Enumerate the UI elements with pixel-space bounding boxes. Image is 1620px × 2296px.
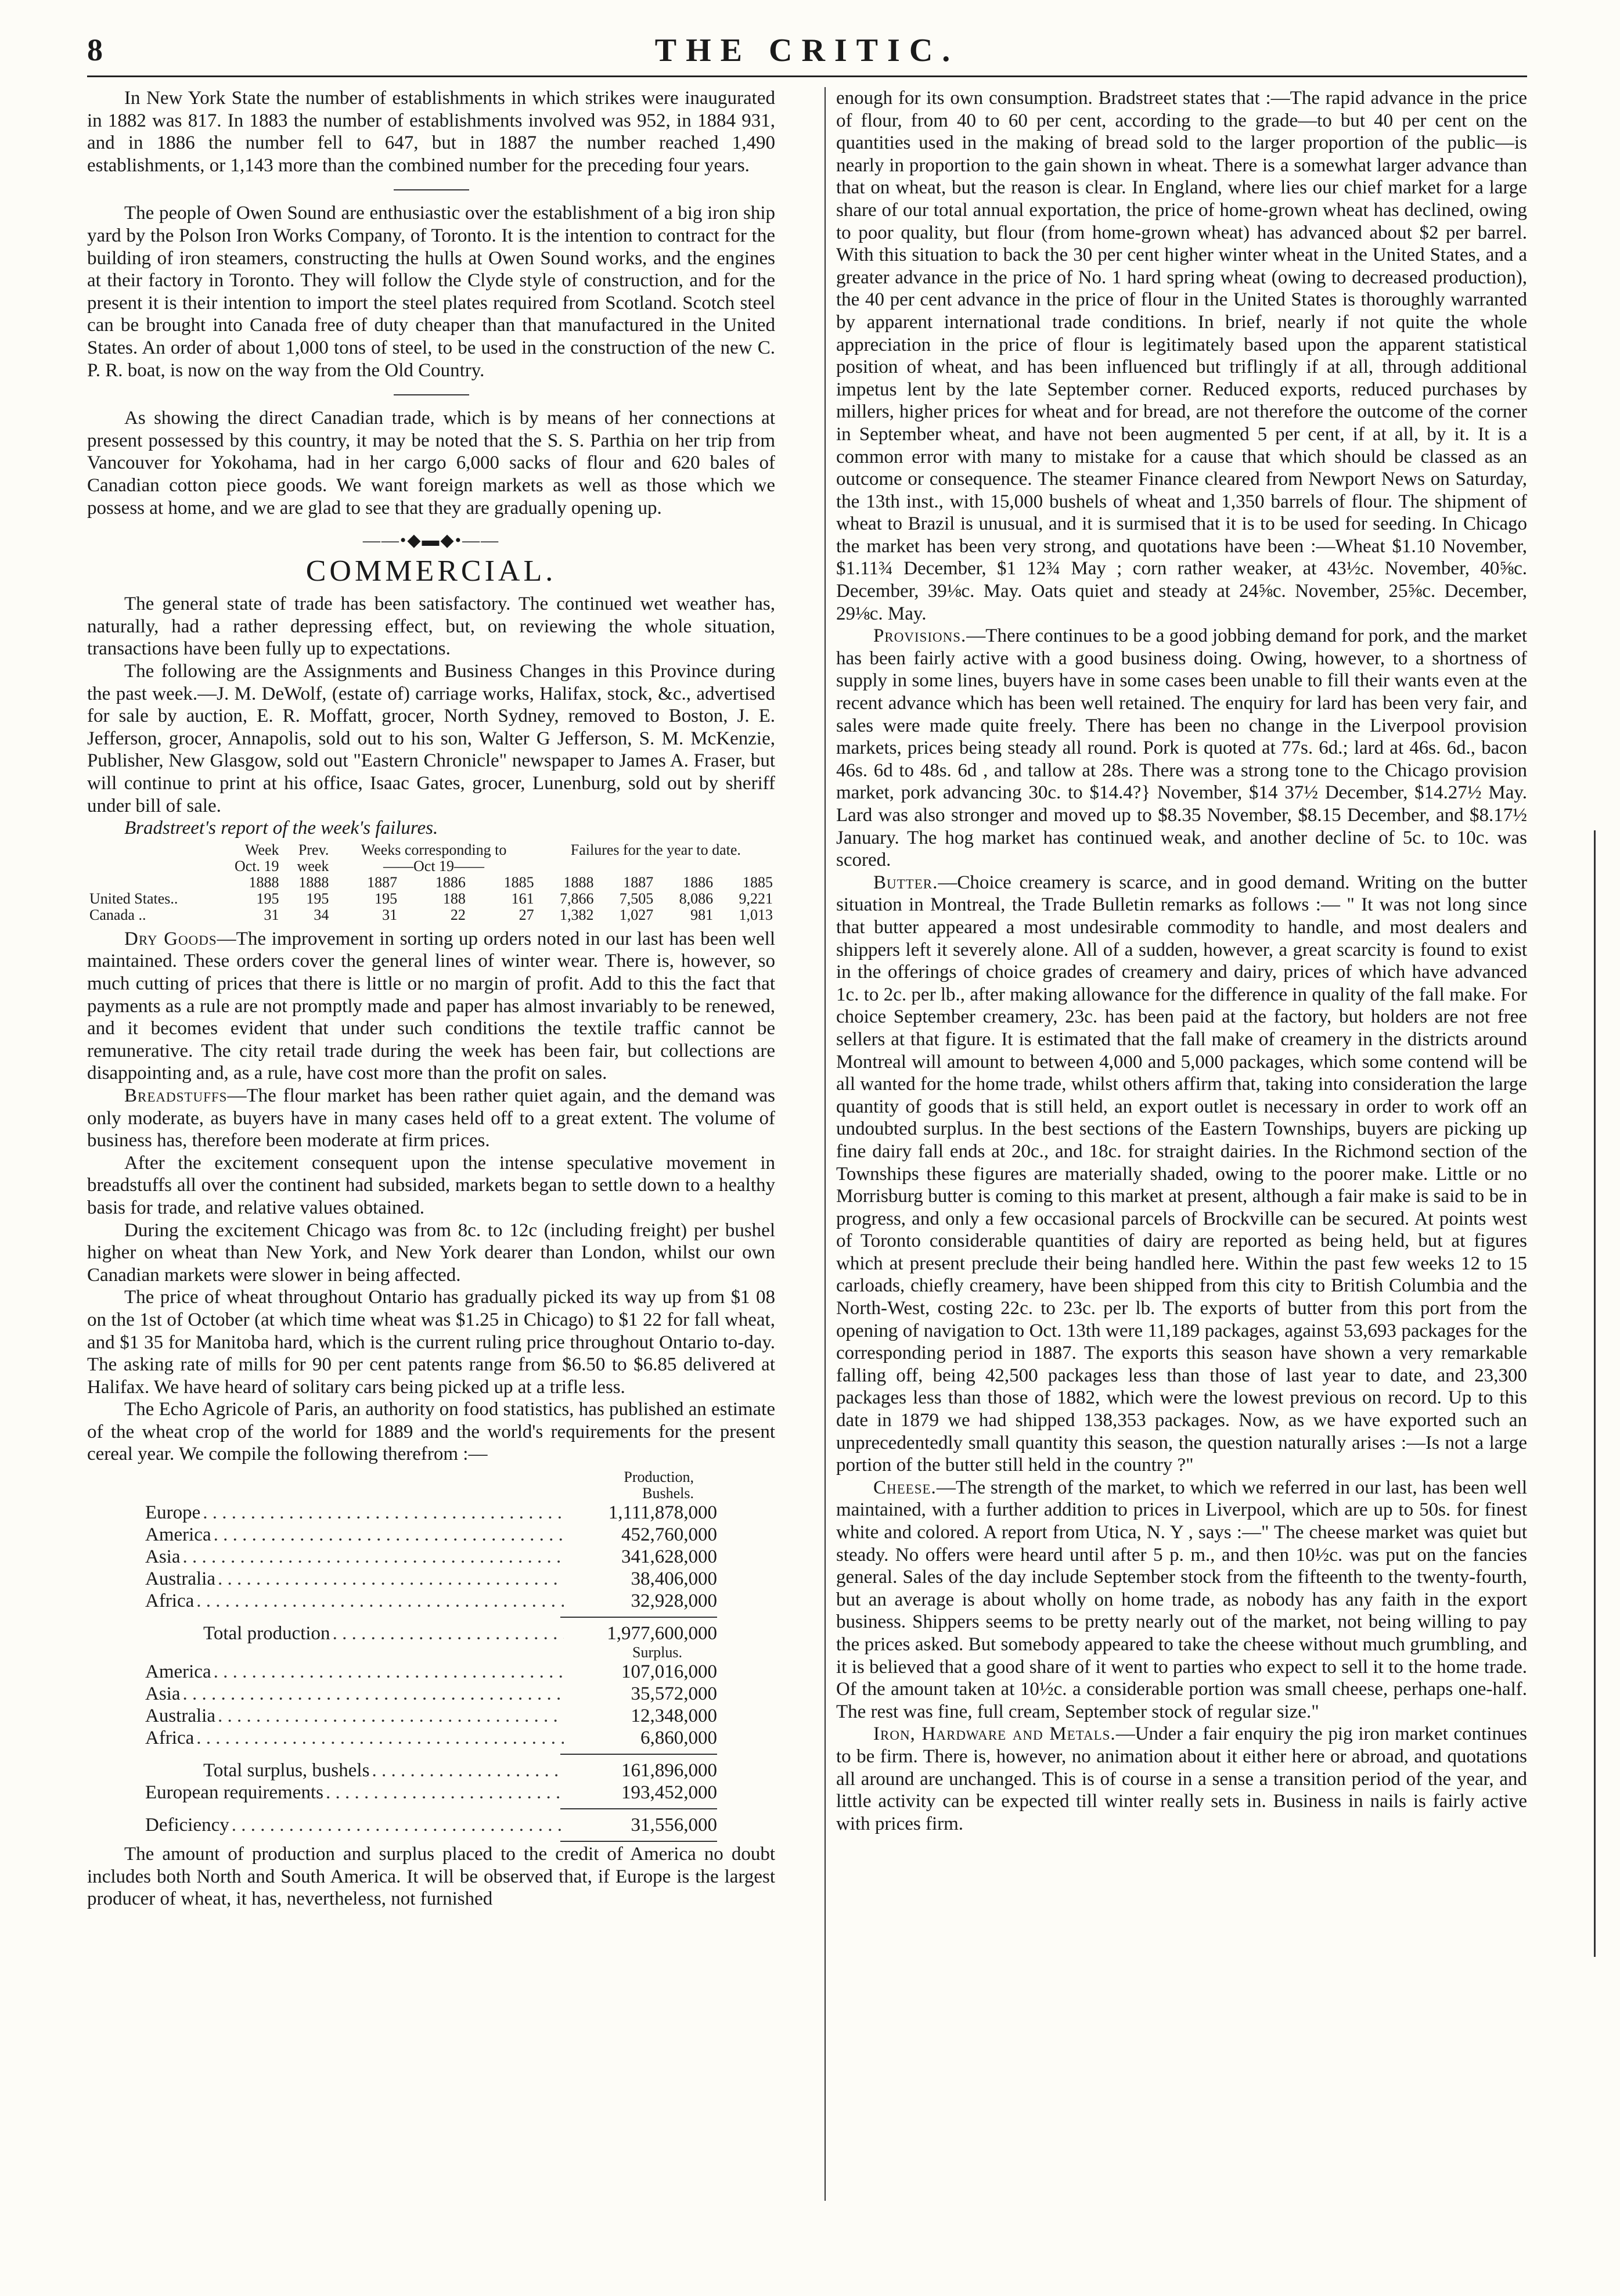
total-surplus-row: Total surplus, bushels . . . 161,896,000 — [145, 1759, 717, 1782]
table-years-row — [87, 875, 775, 891]
commercial-assignments: The following are the Assignments and Business Changes in this Province during the past week.—J. M. DeWolf, (estate of) carriage works, Halifax, stock, &c., advertised for sale by auction, E. R. Moffatt, grocer, North Sydney, removed to Boston, J. E. Jefferson, grocer, Annapolis, sold out to his son, Walter G Jefferson, S. M. McKenzie, Publisher, New Glasgow, sold out "Eastern Chronicle" newspaper to James A. Fraser, but will continue to print at his office, Isaac Gates, grocer, Lunenburg, sold out by sheriff under bill of sale. — [87, 661, 775, 816]
deficiency-row: Deficiency . . . 31,556,000 — [145, 1814, 717, 1836]
table-cell: 22 — [450, 906, 466, 923]
table-cell: 34 — [314, 906, 329, 923]
dry-goods-paragraph — [87, 928, 775, 1085]
stat-row: Australia . . . 12,348,000 — [145, 1705, 717, 1727]
butter-paragraph — [836, 872, 1527, 1477]
table-cell: 1885 — [743, 873, 773, 891]
left-column — [87, 87, 775, 1910]
table-header-cell: ——Oct 19—— — [383, 857, 485, 875]
table-cell: 9,221 — [739, 890, 773, 907]
short-divider — [394, 189, 469, 190]
table-cell — [87, 875, 214, 891]
table-header-row — [87, 858, 775, 875]
table-cell: 7,505 — [619, 890, 654, 907]
table-cell: 1,013 — [739, 906, 773, 923]
table-cell: 195 — [256, 890, 279, 907]
provisions-paragraph — [836, 625, 1527, 872]
table-cell: Canada .. — [89, 906, 146, 923]
table-cell: 1,027 — [619, 906, 654, 923]
article-strikes: In New York State the number of establishments in which strikes were inaugurated in 1882 was 817. In 1883 the number of establishments involved was 952, in 1884 931, and in 1886 the number fell to 647, but in 1887 the number reached 1,490 establishments, or 1,143 more than the combined number for the preceding four years. — [87, 88, 775, 176]
table-cell: 7,866 — [559, 890, 594, 907]
sum-rule — [560, 1617, 717, 1618]
table-cell: 195 — [375, 890, 398, 907]
table-cell: 27 — [519, 906, 534, 923]
page-header — [87, 32, 1527, 67]
table-cell: 31 — [382, 906, 398, 923]
breadstuffs-text: —The flour market has been rather quiet again, and the demand was only moderate, as buyers have in many cases held off to a great extent. The volume of business has, therefore been moderate at firm prices. — [87, 1085, 775, 1151]
stat-row: Europe . . . 1,111,878,000 — [145, 1502, 717, 1524]
table-cell: 1888 — [249, 873, 279, 891]
page-number: 8 — [87, 33, 103, 67]
stat-row: Asia . . . 35,572,000 — [145, 1683, 717, 1705]
iron-lead: Iron, Hardware and Metals. — [873, 1723, 1116, 1745]
stat-row: Asia . . . 341,628,000 — [145, 1546, 717, 1568]
table-cell: 1,382 — [559, 906, 594, 923]
table-cell: 188 — [442, 890, 466, 907]
continuation-paragraph: enough for its own consumption. Bradstreet states that :—The rapid advance in the price of flour, from 40 to 60 per cent, according to the grade—to but 40 per cent on the quantities used in the making of bread sold to the larger proportion of the public—is nearly in proportion to the gain shown in wheat. There is a somewhat larger advance than that on wheat, but the reason is clear. In England, where lies our chief market for a large share of our total annual exportation, the price of home-grown wheat has declined, owing to poor quality, but flour (from home-grown wheat) has advanced about $2 per barrel. With this situation to back the 30 per cent higher winter wheat in the United States, and a greater advance in the price of No. 1 hard spring wheat (owing to decreased production), the 40 per cent advance in the price of flour in the United States is thoroughly warranted by apparent international trade conditions. In brief, nearly if not quite the whole appreciation in the price of flour is legitimately based upon the apparent statistical position of wheat, and has been influenced but triflingly if at all, through additional impetus lent by the late September corner. Reduced exports, reduced purchases by millers, higher prices for wheat and for bread, are not therefore the outcome of the corner in September wheat, and have not been augmented 5 per cent, if at all, by it. It is a common error with many to mistake for a cause that which should be classed as an outcome or consequence. The steamer Finance cleared from Newport News on Saturday, the 13th inst., with 15,000 bushels of wheat and 1,350 barrels of flour. The shipment of wheat to Brazil is unusual, and it is surmised that it is to be used for seeding. In Chicago the market has been very strong, and quotations have been :—Wheat $1.10 November, $1.11¾ December, $1 12¾ May ; corn rather weaker, at 43½c. November, 40⅝c. December, 39⅛c. May. Oats quiet and steady at 24⅝c. November, 25⅝c. December, 29⅛c. May. — [836, 88, 1527, 624]
stat-row: Africa . . . 32,928,000 — [145, 1590, 717, 1612]
right-column — [836, 87, 1527, 1835]
header-rule — [87, 75, 1527, 77]
total-production-row: Total production . . . 1,977,600,000 — [145, 1622, 717, 1644]
european-requirements-row: European requirements . . . 193,452,000 — [145, 1782, 717, 1804]
cheese-text: —The strength of the market, to which we referred in our last, has been well maintained, with a further addition to prices in Liverpool, which are up to 50s. for finest white and colored. A report from Utica, N. Y , says :—" The cheese market was quiet but steady. No offers were heard until after 5 p. m., and then 10½c. was put on the fancies general. Sales of the day include September stock from the fifteenth to the twenty-fourth, but an average is about wholly on home trade, as nobody has any faith in the export business. Shippers seems to be pretty nearly out of the market, not being willing to pay the prices asked. But somebody appeared to take the cheese without much grumbling, and it is believed that a good share of it went to parties who expect to sell it to the home trade. Of the amount taken at 10½c. a considerable portion was small cheese, perhaps one-half. The rest was fine, full cream, September stock of regular size." — [836, 1477, 1527, 1722]
masthead-title: THE CRITIC. — [654, 33, 960, 69]
butter-lead: Butter. — [873, 872, 938, 893]
production-header-line: Bushels. — [642, 1485, 694, 1502]
dry-goods-text: —The improvement in sorting up orders noted in our last has been well maintained. These orders cover the general lines of winter wear. There is, however, so much cutting of prices that there is little or no margin of profit. Add to this the fact that payments as a rule are not promptly made and paper has almost invariably to be renewed, and it becomes evident that under such conditions the textile traffic cannot be remunerative. The city retail trade during the week has been fair, but collections are disappointing and, as a rule, have cost more than the profit on sales. — [87, 928, 776, 1084]
breadstuffs-echo: The Echo Agricole of Paris, an authority on food statistics, has published an estimate of the wheat crop of the world for 1889 and the world's requirements for the present cereal year. We compile the following therefrom :— — [87, 1399, 775, 1465]
table-cell: 1886 — [435, 873, 466, 891]
iron-text: —Under a fair enquiry the pig iron market continues to be firm. There is, however, no animation about it either here or abroad, and quotations all around are unchanged. This is of course in a sense a transition period of the year, and little activity can be expected till winter really sets in. Business in nails is fairly active with prices firm. — [836, 1723, 1527, 1834]
table-cell: 1887 — [367, 873, 398, 891]
cheese-lead: Cheese. — [873, 1477, 937, 1498]
provisions-lead: Provisions. — [873, 625, 967, 647]
table-row — [87, 907, 775, 923]
provisions-text: —There continues to be a good jobbing demand for pork, and the market has been fairly active with a good business doing. Owing, however, to a shortness of supply in some lines, buyers have in some cases been unable to fill their wants even at the recent advance which has been well retained. The enquiry for lard has been very fair, and sales were made quite freely. There has been no change in the Liverpool provision markets, prices being steady all round. Pork is quoted at 77s. 6d.; lard at 46s. 6d., bacon 46s. 6d to 48s. 6d , and tallow at 28s. There was a strong tone to the Chicago provision market, pork advancing 30c. to $14.4?} November, $14 37½ December, $14.27½ May. Lard was also stronger and moved up to $8.35 November, $8.15 December, and $8.17½ January. The hog market has continued weak, and another decline of 5c. to 10c. was scored. — [836, 625, 1527, 871]
table-header-cell — [87, 858, 214, 875]
dry-goods-lead: Dry Goods — [124, 928, 217, 949]
table-cell: 1888 — [298, 873, 329, 891]
table-cell: 195 — [306, 890, 329, 907]
butter-text: —Choice creamery is scarce, and in good demand. Writing on the butter situation in Montreal, the Trade Bulletin remarks as follows :— " It was not long since that butter appeared a most undesirable commodity to handle, and most dealers and shippers left it severely alone. All of a sudden, however, a great scarcity is found to exist in the offerings of choice grades of creamery and dairy, prices of which have advanced 1c. to 2c. per lb., after making allowance for the difference in quality of the fall make. For choice September creamery, 23c. has been paid at the factory, but holders are not free sellers at that figure. It is estimated that the fall make of creamery in the districts around Montreal will amount to between 4,000 and 5,000 packages, which some contend will be all wanted for the home trade, whilst others affirm that, taking into consideration the large quantity of goods that is still held, an export outlet is necessary in order to work off an undoubted surplus. In the best sections of the Eastern Townships, buyers are picking up fine dairy fall ends at 20c., and 18c. for straight dairies. In the Richmond section of the Townships these figures are materially shaded, owing to the poorer make. Little or no Morrisburg butter is coming to this market at present, although a fair make is said to be in progress, and only a few occasional parcels of Brockville can be secured. At points west of Toronto considerable quantities of dairy are reported as being held, but at figures which at present preclude their being handled here. Within the past few weeks 12 to 15 carloads, chiefly creamery, have been shipped from this city to British Columbia and the North-West, costing 22c. to 23c. per lb. The exports of butter from this port from the opening of navigation to Oct. 13th were 11,189 packages, against 53,693 packages for the corresponding period in 1887. The exports this season have shown a very remarkable falling off, being 42,500 packages less than those of last year to date, and 23,300 packages less than those of 1882, which were the lowest previous on record. Up to this date in 1879 we had shipped 138,353 packages. Now, as we have exported such an unprecedentedly small quantity this season, the question naturally arises :—Is not a large portion of the butter still held in the country ?" — [836, 872, 1527, 1476]
iron-paragraph — [836, 1723, 1527, 1835]
table-header-cell: Prev. — [298, 841, 329, 858]
sum-rule — [560, 1754, 717, 1755]
breadstuffs-paragraph — [87, 1085, 775, 1152]
wheat-statistics — [87, 1469, 775, 1842]
table-cell: 1888 — [563, 873, 594, 891]
cheese-paragraph — [836, 1477, 1527, 1723]
sum-rule — [560, 1841, 717, 1842]
table-header-cell: week — [297, 857, 329, 875]
table-header-cell: Oct. 19 — [235, 857, 279, 875]
table-cell: 31 — [264, 906, 279, 923]
article-owen-sound: The people of Owen Sound are enthusiastic over the establishment of a big iron ship yard by the Polson Iron Works Company, of Toronto. It is the intention to contract for the building of iron steamers, constructing the hulls at Owen Sound works, and the engines at their factory in Toronto. They will follow the Clyde style of construction, and for the present it is their intention to import the steel plates required from Scotland. Scotch steel can be brought into Canada free of duty cheaper than that manufactured in the United States. An order of about 1,000 tons of steel, to be used in the construction of the new C. P. R. boat, is now on the way from the Old Country. — [87, 203, 775, 381]
stat-row: Africa . . . 6,860,000 — [145, 1727, 717, 1749]
closing-paragraph: The amount of production and surplus placed to the credit of America no doubt includes both North and South America. It will be observed that, if Europe is the largest producer of wheat, it has, nevertheless, not furnished — [87, 1844, 775, 1910]
table-header-cell: Week — [245, 841, 279, 858]
table-row — [87, 891, 775, 907]
production-header-line: Production, — [624, 1469, 694, 1486]
table-cell: 161 — [511, 890, 534, 907]
sum-rule — [560, 1808, 717, 1809]
breadstuffs-ontario: The price of wheat throughout Ontario has gradually picked its way up from $1 08 on the 1st of October (at which time wheat was $1.25 in Chicago) to $1 22 for fall wheat, and $1 35 for Manitoba hard, which is the current ruling price throughout Ontario to-day. The asking rate of mills for 90 per cent patents range from $6.50 to $6.85 delivered at Halifax. We have heard of solitary cars being picked up at a trifle less. — [87, 1287, 775, 1398]
table-header-cell — [87, 842, 214, 858]
failures-intro: Bradstreet's report of the week's failures. — [124, 818, 438, 839]
table-cell: 1886 — [683, 873, 714, 891]
stat-row: America . . . 452,760,000 — [145, 1524, 717, 1546]
margin-bar — [1594, 830, 1596, 1957]
table-cell: United States.. — [89, 890, 178, 907]
article-canadian-trade: As showing the direct Canadian trade, which is by means of her connections at present possessed by this country, it may be noted that the S. S. Parthia on her trip from Vancouver for Yokohama, had in her cargo 6,000 sacks of flour and 620 bales of Canadian cotton piece goods. We want foreign markets as well as those which we possess at home, and we are glad to see that they are gradually opening up. — [87, 408, 775, 519]
section-title-commercial: COMMERCIAL. — [305, 554, 557, 588]
table-header-row — [87, 842, 775, 858]
table-cell: 981 — [690, 906, 714, 923]
table-cell: 1885 — [503, 873, 534, 891]
failures-table — [87, 842, 775, 923]
breadstuffs-excitement: After the excitement consequent upon the intense speculative movement in breadstuffs all over the continent had subsided, markets began to settle down to a healthy basis for trade, and relative values obtained. — [87, 1152, 775, 1218]
table-header-cell: Weeks corresponding to — [361, 841, 507, 858]
breadstuffs-chicago: During the excitement Chicago was from 8c. to 12c (including freight) per bushel higher on wheat than New York, and New York dearer than London, whilst our own Canadian markets were slower in being affected. — [87, 1219, 775, 1286]
surplus-header: Surplus. — [632, 1644, 682, 1661]
short-divider — [394, 394, 469, 395]
table-header-cell: Failures for the year to date. — [570, 841, 741, 858]
table-cell: 1887 — [623, 873, 654, 891]
stat-row: America . . . 107,016,000 — [145, 1661, 717, 1683]
breadstuffs-lead: Breadstuffs — [124, 1085, 228, 1106]
column-divider — [825, 87, 826, 2201]
stat-row: Australia . . . 38,406,000 — [145, 1568, 717, 1590]
table-cell: 8,086 — [679, 890, 714, 907]
commercial-general: The general state of trade has been satisfactory. The continued wet weather has, naturally, had a rather depressing effect, but, on reviewing the whole situation, transactions have been fully up to expectations. — [87, 593, 775, 660]
production-header — [87, 1469, 775, 1502]
ornament-divider: ——•◆▬◆•—— — [362, 531, 500, 550]
